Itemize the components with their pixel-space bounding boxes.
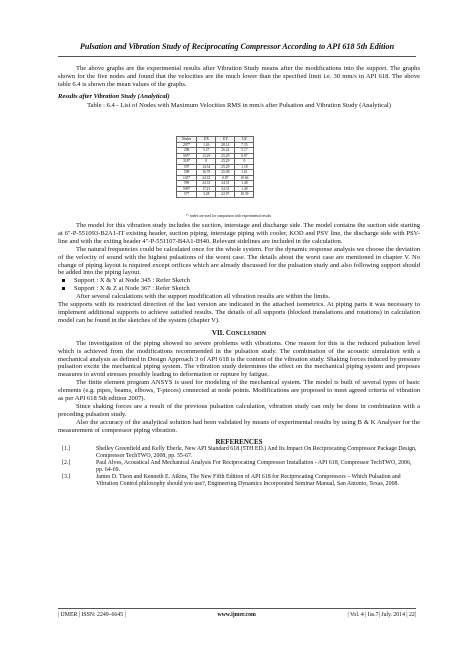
running-header: Pulsation and Vibration Study of Reciprocating Compressor According to API 618 5th Edition [79,42,395,51]
table-cell: 26.24 [216,148,235,154]
table-cell: 0 [235,159,254,165]
page-footer [58,612,416,618]
reference-text: Paul Alves, Acoustical And Mechanical Analysis For Reciprocating Compressor Installation - API 618, Compressor TechTWO, 2006, pp. 64-69. [96,460,412,474]
table-cell: 598 [177,170,197,176]
table-cell: 17.21 [197,186,216,192]
footer-rule [58,608,416,609]
reference-number: [2.] [62,460,71,467]
table-cell: 595* [177,153,197,159]
table-cell: 1.26 [197,142,216,148]
footer-journal: | IJMER | ISSN: 2249–6645 | [58,612,126,618]
after-paragraph: After several calculations with the support modification all vibration results are within the limits. [76,293,331,301]
references-heading: REFERENCES [215,437,263,446]
support-paragraph: The supports with its restricted direction of the last version are indicated in the attached isometrics. At piping parts it was necessary to implement additional supports to achieve satisfied results. The details of all supports (blocked translations and rotations) in calculation model can be found in the sketches of the system (chapter V). [58,301,420,324]
table-row [177,192,254,198]
table-cell: 577 [177,192,197,198]
table-header-cell: UX [197,137,216,143]
reference-text: James D. Tison and Kenneth E. Atkins, The New Fifth Edition of API 618 for Reciprocating Compressors – Which Pulsation and Vibration Control philosophy should you use?, Engineering Dynamics Incorporated Seminar Manual, San Antonio, Texas, 2008. [96,474,401,487]
footer-issue: | Vol. 4 | Iss.7| July. 2014 | 22| [347,612,416,618]
reference-number: [3.] [62,474,71,481]
table-cell: 28.14 [216,142,235,148]
table-cell: 5.17 [235,148,254,154]
model-paragraph: The model for this vibration study includes the suction, interstage and discharge side. The model contains the suction side starting at 6"-P-551093-B2A1-IT existing header, suction piping, interstage piping with cooler, KOD and PSV line, the discharge side with PSV-line and with the exiting header 4"-P-551107-B4A1-IH40. Relevant sidelines are included in the calculation. [58,222,420,245]
upper-text [58,65,420,112]
table-cell: 10.39 [235,192,254,198]
table-cell: 22.97 [216,192,235,198]
table-cell: 1.48 [235,181,254,187]
reference-item [58,446,420,460]
table-cell: 298 [177,148,197,154]
table-cell: 1.48 [235,186,254,192]
header-rule [58,56,416,57]
table-cell: 24.31 [216,186,235,192]
section-title-rest: ONCLUSION [230,330,267,337]
reference-item [58,460,420,474]
table-cell: 0.97 [235,153,254,159]
table-cell: 16.78 [197,170,216,176]
table-cell: 24.33 [197,181,216,187]
intro-paragraph: The above graphs are the experimental results after Vibration Study means after the modifications into the support. The graphs shown for the five nodes and found that the velocities are the much lower than the specified limit i.e. 30 mm/s in API 618. The above table 6.4 is shown the mean values of the graphs. [58,65,420,88]
table-cell: 1.61 [235,170,254,176]
bullet-item [58,285,420,293]
bullet-icon [62,279,65,282]
table-cell: 297* [177,142,197,148]
table-cell: 5.27 [197,148,216,154]
table-cell: 599* [177,186,197,192]
table-caption: Table : 6.4 - List of Nodes with Maximum Velocities RMS in mm/s after Pulsation and Vibration Study (Analytical) [87,101,391,109]
table-cell: 25.29 [216,153,235,159]
table-cell: 0 [197,159,216,165]
footer-website[interactable]: www.ijmer.com [217,612,256,618]
main-text [58,222,420,488]
table-header-cell: UY [216,137,235,143]
table-cell: 24.33 [197,175,216,181]
section-title-initial: C [225,328,231,337]
conclusion-paragraph-2: The finite element program ANSYS is used for modeling of the mechanical system. The model is built of several types of basic elements (e.g. pipes, beams, elbows, T-pieces) connected at node points. Modifications are proposed to meet agreed criteria of vibration as per API 618 5th edition 2007). [58,379,420,403]
bullet-text: Support : X & Y at Node 345 : Refer Sketch [74,277,190,285]
table-body [177,142,254,197]
table-header-cell: Nodes [177,137,197,143]
table-cell: 25.08 [216,170,235,176]
reference-item [58,474,420,488]
bullet-item [58,277,420,285]
table-cell: 318* [177,159,197,165]
conclusion-paragraph-4: Also the accuracy of the analytical solution had been validated by means of experimental results by using B & K Analyser for the measurement of compressor piping vibration. [58,418,420,434]
table-header-cell: UZ [235,137,254,143]
table-cell: 7.55 [235,142,254,148]
conclusion-paragraph-3: Since shaking forces are a result of the previous pulsation calculation, vibration study can only be done in combination with a preceding pulsation study. [58,402,420,418]
table-cell: 13.29 [197,153,216,159]
table-cell: 14.54 [197,164,216,170]
table-cell: 145* [177,175,197,181]
reference-text: Shelley Greenfield and Kelly Eberle, New API Standard 618 (5TH ED.) And Its Impact On Reciprocating Compressor Package Design, Compressor TechTWO, 2008, pp. 55-67. [96,446,417,460]
velocity-table [176,136,254,198]
table-cell: 24.31 [216,181,235,187]
bullet-icon [62,287,65,290]
bullet-text: Support : X & Z at Node 367 : Refer Sketch [74,285,190,293]
table-cell: 3.28 [197,192,216,198]
reference-list [58,446,420,487]
table-cell: 0.87 [216,175,235,181]
table-cell: 597 [177,164,197,170]
table-cell: 10.66 [235,175,254,181]
table-cell: 599 [177,181,197,187]
reference-number: [1.] [62,446,71,453]
table-cell: 25.29 [216,159,235,165]
conclusion-paragraph-1: The investigation of the piping showed no severe problems with vibrations. One reason for this is the reduced pulsation level which is achieved from the modifications recommended in the pulsation study. The combination of the acoustic simulation with a mechanical analysis as defined in Design Approach 3 of API 618 is the content of the vibration study. Shaking forces induced by pressure pulsation excite the mechanical piping system. The vibration study determines the effect on the mechanical piping system and proposes measures to avoid stresses possibly leading to deformation or rupture by fatigue. [58,339,420,379]
table-cell: 1.18 [235,164,254,170]
table-note: *- nodes are used for comparison with experimental results [186,214,272,218]
natural-frequency-paragraph: The natural frequencies could be calculated once for the whole system. For the dynamic response analysis we choose the deviation of the velocity of sound with the highest pulsations of the worst case. The details about the worst case are mentioned in chapter V. No change of piping layout is required except orifices which are already discussed for the pulsation study and also following support should be added into the piping layout. [58,245,420,277]
section-number: VII. [211,328,225,337]
conclusion-heading [58,330,420,339]
table-cell: 25.29 [216,164,235,170]
subsection-heading: Results after Vibration Study (Analytical) [58,92,170,100]
